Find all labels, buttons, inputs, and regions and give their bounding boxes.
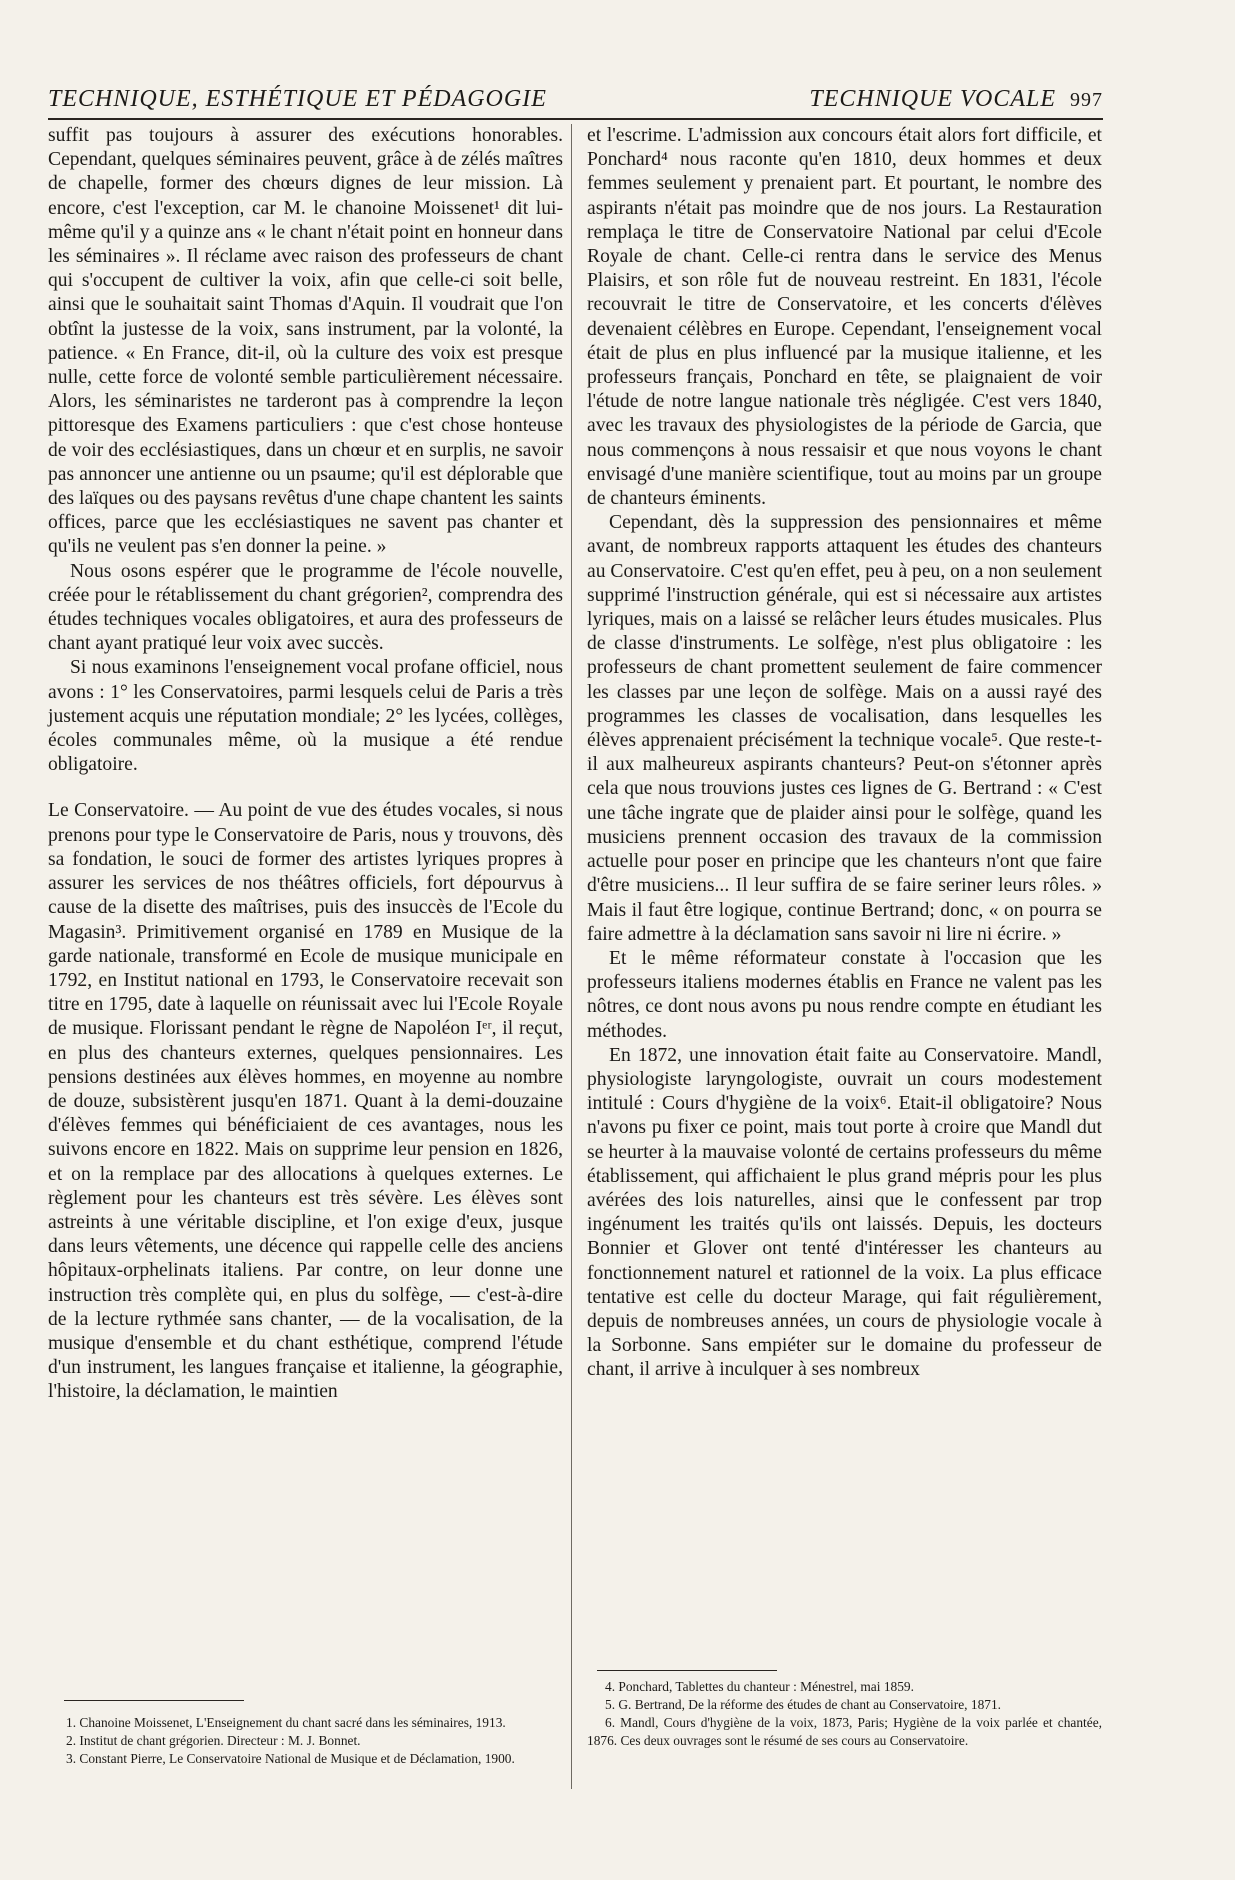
- column-divider: [571, 124, 572, 1789]
- paragraph: et l'escrime. L'admission aux concours était alors fort difficile, et Ponchard⁴ nous raconte qu'en 1810, deux hommes et deux femmes seulement y prenaient part. Et pourtant, le nombre des aspirants n'était pas moindre que de nos jours. La Restauration remplaça le titre de Conservatoire National par celui d'Ecole Royale de chant. Celle-ci rentra dans le service des Menus Plaisirs, et son rôle fut de nouveau restreint. En 1831, l'école recouvrait le titre de Conservatoire, et les concerts d'élèves devenaient célèbres en Europe. Cependant, l'enseignement vocal était de plus en plus influencé par la musique italienne, et les professeurs français, Ponchard en tête, se plaignaient de voir l'étude de notre langue nationale très négligée. C'est vers 1840, avec les travaux des physiologistes de la période de Garcia, que nous commençons à nous ressaisir et que nous voyons le chant envisagé d'une manière scientifique, tout au moins par un groupe de chanteurs éminents.: [587, 125, 1102, 510]
- header-left-title: TECHNIQUE, ESTHÉTIQUE ET PÉDAGOGIE: [48, 86, 547, 112]
- footnote: 6. Mandl, Cours d'hygiène de la voix, 1873, Paris; Hygiène de la voix parlée et chantée, 1876. Ces deux ouvrages sont le résumé de ses cours au Conservatoire.: [587, 1715, 1102, 1748]
- paragraph-conservatoire: Le Conservatoire. — Au point de vue des études vocales, si nous prenons pour type le Conservatoire de Paris, nous y trouvons, dès sa fondation, le souci de former des artistes lyriques propres à assurer les services de nos théâtres officiels, fort dépourvus à cause de la disette des maîtrises, puis des insuccès de l'Ecole du Magasin³. Primitivement organisé en 1789 en Musique de la garde nationale, transformé en Ecole de musique municipale en 1792, en Institut national en 1793, le Conservatoire recevait son titre en 1795, date à laquelle on réunissait avec lui l'Ecole Royale de musique. Florissant pendant le règne de Napoléon Iᵉʳ, il reçut, en plus des chanteurs externes, quelques pensionnaires. Les pensions destinées aux élèves hommes, en moyenne au nombre de douze, subsistèrent jusqu'en 1871. Quant à la demi-douzaine d'élèves femmes qui bénéficiaient de ces avantages, nous les suivons encore en 1822. Mais on supprime leur pension en 1826, et on la remplace par des allocations à quelques externes. Le règlement pour les chanteurs est très sévère. Les élèves sont astreints à une véritable discipline, et l'on exige d'eux, jusque dans leurs vêtements, une décence qui rappelle celle des anciens hôpitaux-orphelinats italiens. Par contre, on leur donne une instruction très complète qui, en plus du solfège, — c'est-à-dire de la lecture rythmée sans chanter, — de la vocalisation, de la musique d'ensemble et du chant esthétique, comprend l'étude d'un instrument, les langues française et italienne, la géographie, l'histoire, la déclamation, le maintien: [48, 800, 563, 1403]
- page-number: 997: [1070, 89, 1103, 111]
- footnote: 3. Constant Pierre, Le Conservatoire National de Musique et de Déclamation, 1900.: [66, 1751, 515, 1766]
- footnote: 4. Ponchard, Tablettes du chanteur : Ménestrel, mai 1859.: [605, 1679, 914, 1694]
- header-rule: [48, 118, 1103, 120]
- footnote: 5. G. Bertrand, De la réforme des études de chant au Conservatoire, 1871.: [605, 1697, 1002, 1712]
- paragraph: Et le même réformateur constate à l'occasion que les professeurs italiens modernes établis en France ne valent pas les nôtres, ce dont nous avons pu nous rendre compte en étudiant les méthodes.: [587, 947, 1102, 1042]
- paragraph: Cependant, dès la suppression des pensionnaires et même avant, de nombreux rapports attaquent les études des chanteurs au Conservatoire. C'est qu'en effet, peu à peu, on a non seulement supprimé l'instruction générale, qui est si nécessaire aux artistes lyriques, mais on a laissé se relâcher leurs études musicales. Plus de classe d'instruments. Le solfège, n'est plus obligatoire : les professeurs de chant promettent seulement de faire commencer les classes par une leçon de solfège. Mais on a aussi rayé des programmes les classes de vocalisation, dans lesquelles les élèves apprenaient précisément la technique vocale⁵. Que reste-t-il aux malheureux aspirants chanteurs? Peut-on s'étonner après cela que nous trouvions justes ces lignes de G. Bertrand : « C'est une tâche ingrate que de plaider ainsi pour le solfège, quand les musiciens prennent occasion des travaux de la commission actuelle pour poser en principe que les chanteurs n'ont que faire d'être musiciens... Il leur suffira de se faire seriner leurs rôles. » Mais il faut être logique, continue Bertrand; donc, « on pourra se faire admettre à la déclamation sans savoir ni lire ni écrire. »: [587, 512, 1102, 945]
- right-column: [587, 124, 1102, 1383]
- paragraph: Si nous examinons l'enseignement vocal profane officiel, nous avons : 1° les Conservatoires, parmi lesquels celui de Paris a très justement acquis une réputation mondiale; 2° les lycées, collèges, écoles communales même, où la musique a été rendue obligatoire.: [48, 657, 563, 776]
- footnote: 1. Chanoine Moissenet, L'Enseignement du chant sacré dans les séminaires, 1913.: [66, 1715, 506, 1730]
- paragraph: En 1872, une innovation était faite au Conservatoire. Mandl, physiologiste laryngologiste, ouvrait un cours modestement intitulé : Cours d'hygiène de la voix⁶. Etait-il obligatoire? Nous n'avons pu fixer ce point, mais tout porte à croire que Mandl dut se heurter à la mauvaise volonté de certains professeurs du même établissement, qui affichaient le plus grand mépris pour les plus avérées des lois naturelles, ainsi que le confessent par trop ingénument les traités qu'ils ont laissés. Depuis, les docteurs Bonnier et Glover ont tenté d'intéresser les chanteurs au fonctionnement naturel et rationnel de la voix. La plus efficace tentative est celle du docteur Marage, qui fait régulièrement, depuis de nombreuses années, un cours de physiologie vocale à la Sorbonne. Sans empiéter sur le domaine du professeur de chant, il arrive à inculquer à ses nombreux: [587, 1044, 1102, 1381]
- footnote: 2. Institut de chant grégorien. Directeur : M. J. Bonnet.: [66, 1733, 361, 1748]
- header-right-title: TECHNIQUE VOCALE: [809, 86, 1056, 112]
- footnote-rule: [597, 1670, 777, 1671]
- paragraph: Nous osons espérer que le programme de l'école nouvelle, créée pour le rétablissement du chant grégorien², comprendra des études techniques vocales obligatoires, et aura des professeurs de chant ayant pratiqué leur voix avec succès.: [48, 560, 563, 655]
- paragraph: suffit pas toujours à assurer des exécutions honorables. Cependant, quelques séminaires peuvent, grâce à de zélés maîtres de chapelle, former des chœurs dignes de leur mission. Là encore, c'est l'exception, car M. le chanoine Moissenet¹ dit lui-même qu'il y a quinze ans « le chant n'était point en honneur dans les séminaires ». Il réclame avec raison des professeurs de chant qui s'occupent de cultiver la voix, afin que celle-ci soit belle, ainsi que le souhaitait saint Thomas d'Aquin. Il voudrait que l'on obtînt la justesse de la voix, sans instrument, par la volonté, la patience. « En France, dit-il, où la culture des voix est presque nulle, cette force de volonté semble particulièrement nécessaire. Alors, les séminaristes ne tarderont pas à comprendre la leçon pittoresque des Examens particuliers : que c'est chose honteuse de voir des ecclésiastiques, dans un chœur et en surplis, ne savoir pas annoncer une antienne ou un psaume; qu'il est déplorable que des laïques ou des paysans revêtus d'une chape chantent les saints offices, parce que les ecclésiastiques ne savent pas chanter et qu'ils ne veulent pas s'en donner la peine. »: [48, 125, 563, 558]
- header-right: [809, 86, 1103, 113]
- footnote-rule: [64, 1700, 244, 1701]
- left-column: [48, 124, 563, 1405]
- footnotes-left: [48, 1714, 563, 1768]
- running-header: [48, 86, 1103, 120]
- footnotes-right: [587, 1678, 1102, 1750]
